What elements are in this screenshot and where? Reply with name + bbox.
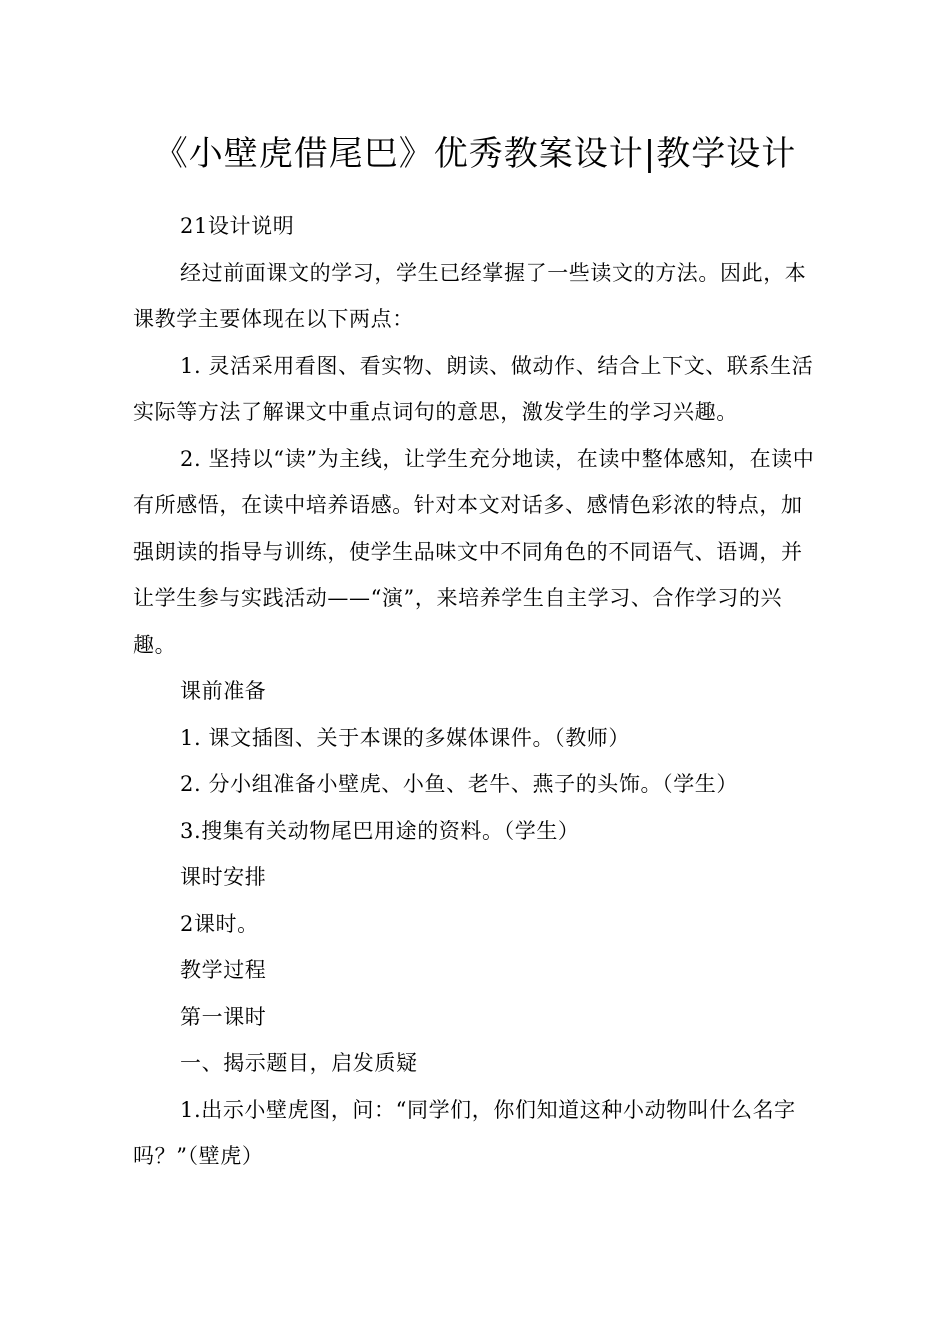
heading-step-1: 一、揭示题目，启发质疑 (180, 1051, 418, 1075)
schedule-text: 2课时。 (180, 911, 259, 936)
paragraph-step-1-item-1: 1.出示小壁虎图，问：“同学们，你们知道这种小动物叫什么名字吗？”（壁虎） (133, 1097, 796, 1168)
heading-first-lesson: 第一课时 (180, 1004, 267, 1029)
heading-schedule: 课时安排 (180, 865, 267, 889)
paragraph-intro: 经过前面课文的学习，学生已经掌握了一些读文的方法。因此，本课教学主要体现在以下两点： (133, 260, 807, 331)
paragraph-point-2: 2. 坚持以“读”为主线，让学生充分地读，在读中整体感知，在读中有所感悟，在读中培养语感。针对本文对话多、感情色彩浓的特点，加强朗读的指导与训练，使学生品味文中不同角色的不同语气、语调，并让学生参与实践活动——“演”，来培养学生自主学习、合作学习的兴趣。 (133, 446, 815, 657)
heading-preparation: 课前准备 (180, 679, 267, 703)
preparation-item-3: 3.搜集有关动物尾巴用途的资料。（学生） (180, 818, 580, 843)
paragraph-point-1: 1. 灵活采用看图、看实物、朗读、做动作、结合上下文、联系生活实际等方法了解课文中重点词句的意思，激发学生的学习兴趣。 (133, 353, 814, 424)
heading-process: 教学过程 (180, 958, 267, 982)
document-body (133, 203, 823, 1180)
document-title: 《小壁虎借尾巴》优秀教案设计|教学设计 (153, 134, 797, 174)
paragraph-design-note-heading: 21设计说明 (180, 214, 295, 238)
preparation-item-2: 2. 分小组准备小壁虎、小鱼、老牛、燕子的头饰。（学生） (180, 772, 739, 796)
preparation-item-1: 1. 课文插图、关于本课的多媒体课件。（教师） (180, 725, 631, 750)
